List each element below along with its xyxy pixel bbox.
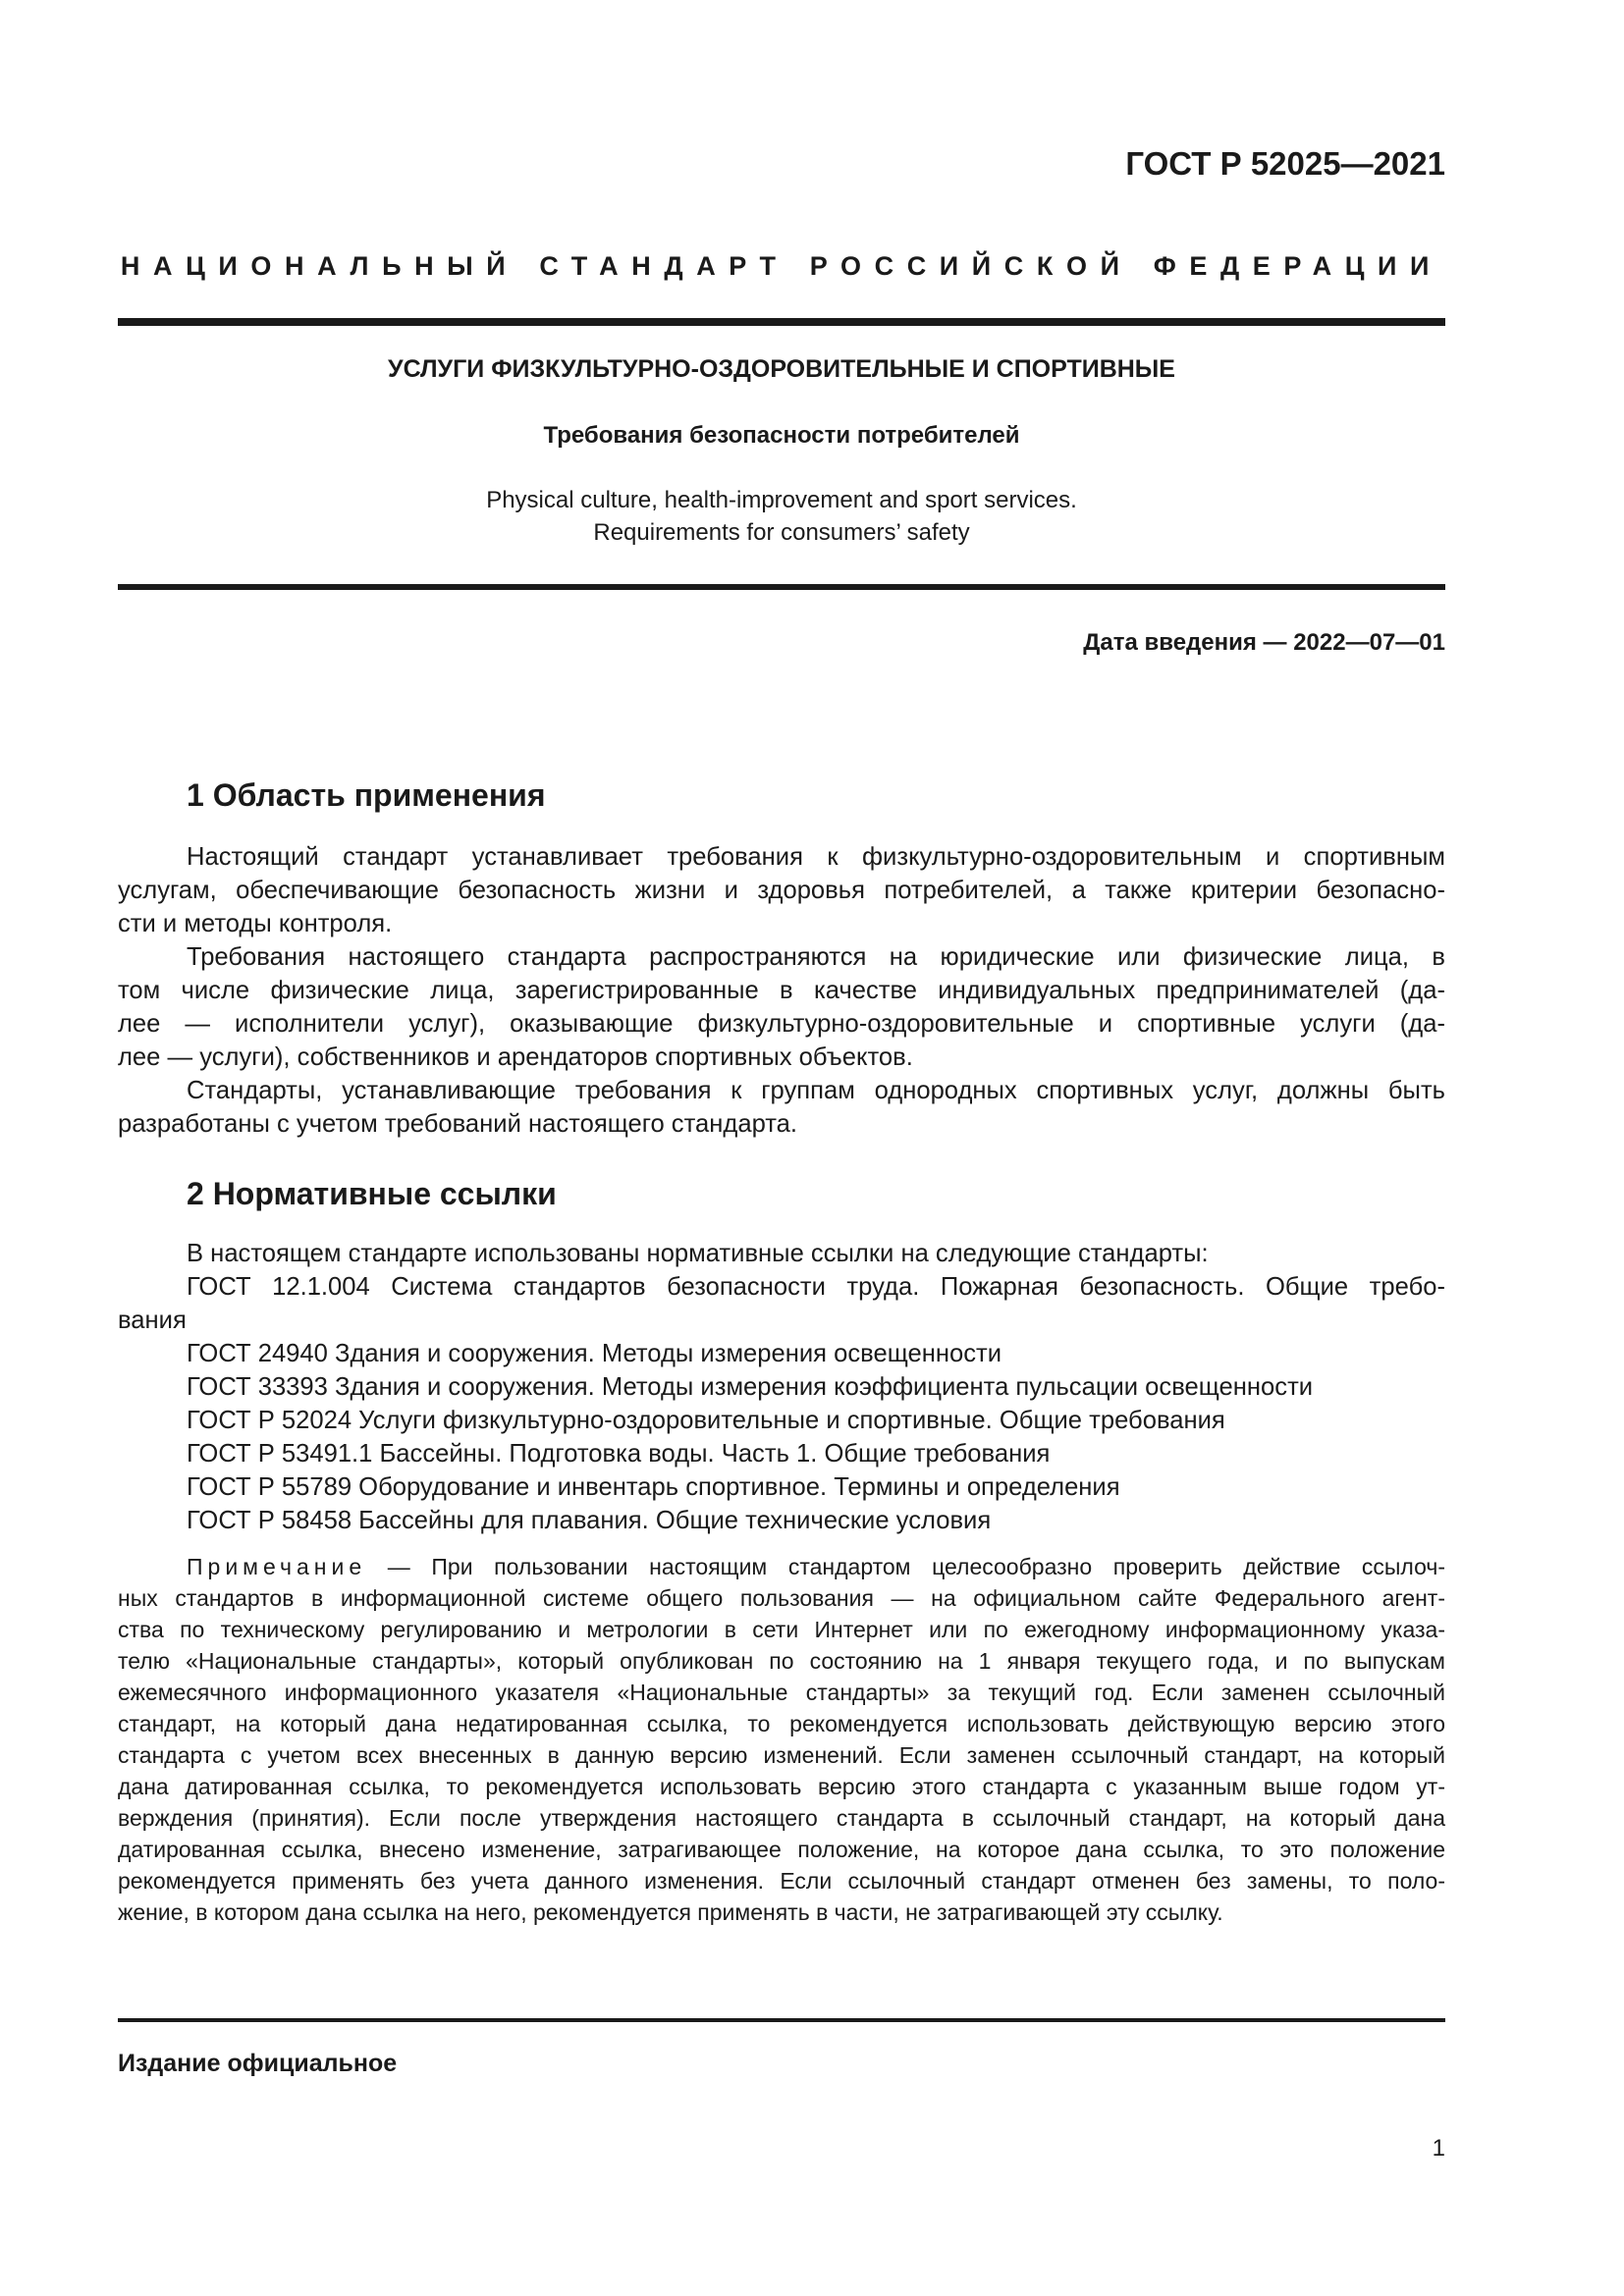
note-line: [118, 1551, 1445, 1582]
note-dash: —: [366, 1554, 432, 1579]
reference-line: ГОСТ 24940 Здания и сооружения. Методы измерения освещенности: [187, 1340, 1002, 1367]
document-title-ru: УСЛУГИ ФИЗКУЛЬТУРНО-ОЗДОРОВИТЕЛЬНЫЕ И СПОРТИВНЫЕ: [388, 355, 1175, 383]
document-number: ГОСТ Р 52025—2021: [1125, 145, 1445, 182]
page-number: 1: [1432, 2135, 1445, 2162]
text-line: сти и методы контроля.: [118, 910, 393, 937]
text-line: том числе физические лица, зарегистрированные в качестве индивидуальных предпринимателей (да-: [118, 977, 1445, 1004]
section-2-body: [118, 1237, 1445, 1537]
document-title-en: [118, 484, 1445, 549]
note-line: жение, в котором дана ссылка на него, рекомендуется применять в части, не затрагивающей эту ссылку.: [118, 1899, 1223, 1925]
text-line: Стандарты, устанавливающие требования к группам однородных спортивных услуг, должны быть: [187, 1077, 1445, 1104]
reference-line: ГОСТ Р 52024 Услуги физкультурно-оздоровительные и спортивные. Общие требования: [187, 1407, 1225, 1434]
official-edition-label: Издание официальное: [118, 2050, 398, 2077]
section-2-heading: 2 Нормативные ссылки: [187, 1176, 557, 1211]
note-line: ежемесячного информационного указателя «Национальные стандарты» за текущий год. Если заменен ссылочный: [118, 1680, 1445, 1705]
title-en-line: Physical culture, health-improvement and sport services.: [486, 487, 1077, 513]
note-text: При пользовании настоящим стандартом целесообразно проверить действие ссылоч-: [431, 1554, 1446, 1579]
footer-rule: [118, 2018, 1445, 2022]
document-subtitle-ru: Требования безопасности потребителей: [543, 422, 1020, 449]
note-line: телю «Национальные стандарты», который опубликован по состоянию на 1 января текущего года, и по выпускам: [118, 1648, 1445, 1674]
note-line: дана датированная ссылка, то рекомендуется использовать версию этого стандарта с указанным выше годом ут-: [118, 1774, 1445, 1799]
reference-line: вания: [118, 1307, 187, 1334]
text-line: Настоящий стандарт устанавливает требования к физкультурно-оздоровительным и спортивным: [187, 843, 1445, 871]
text-line: разработаны с учетом требований настоящего стандарта.: [118, 1110, 798, 1138]
reference-line: ГОСТ Р 55789 Оборудование и инвентарь спортивное. Термины и определения: [187, 1473, 1120, 1501]
introduction-date: Дата введения — 2022—07—01: [1083, 629, 1445, 656]
note-block: [118, 1551, 1445, 1928]
section-1-heading: 1 Область применения: [187, 777, 546, 813]
note-label: Примечание: [187, 1554, 367, 1579]
text-line: В настоящем стандарте использованы нормативные ссылки на следующие стандарты:: [187, 1240, 1209, 1267]
reference-line: ГОСТ Р 53491.1 Бассейны. Подготовка воды. Часть 1. Общие требования: [187, 1440, 1051, 1468]
note-line: стандарт, на который дана недатированная ссылка, то рекомендуется использовать действующую версию этого: [118, 1711, 1445, 1736]
note-line: рекомендуется применять без учета данного изменения. Если ссылочный стандарт отменен без замены, то поло-: [118, 1868, 1445, 1894]
reference-line: ГОСТ 33393 Здания и сооружения. Методы измерения коэффициента пульсации освещенности: [187, 1373, 1314, 1401]
note-line: ства по техническому регулированию и метрологии в сети Интернет или по ежегодному информационному указа-: [118, 1617, 1445, 1642]
note-line: стандарта с учетом всех внесенных в данную версию изменений. Если заменен ссылочный стандарт, на который: [118, 1742, 1445, 1768]
note-line: ных стандартов в информационной системе общего пользования — на официальном сайте Федерального агент-: [118, 1585, 1445, 1611]
section-1-body: [118, 840, 1445, 1141]
national-standard-heading: НАЦИОНАЛЬНЫЙ СТАНДАРТ РОССИЙСКОЙ ФЕДЕРАЦИИ: [120, 251, 1443, 281]
reference-line: ГОСТ 12.1.004 Система стандартов безопасности труда. Пожарная безопасность. Общие требо-: [187, 1273, 1445, 1301]
note-line: датированная ссылка, внесено изменение, затрагивающее положение, на которое дана ссылка, то это положение: [118, 1837, 1445, 1862]
text-line: лее — услуги), собственников и арендаторов спортивных объектов.: [118, 1043, 913, 1071]
text-line: Требования настоящего стандарта распространяются на юридические или физические лица, в: [187, 943, 1445, 971]
text-line: лее — исполнители услуг), оказывающие физкультурно-оздоровительные и спортивные услуги (да-: [118, 1010, 1445, 1038]
title-en-line: Requirements for consumers’ safety: [593, 519, 970, 546]
top-rule: [118, 318, 1445, 326]
text-line: услугам, обеспечивающие безопасность жизни и здоровья потребителей, а также критерии безопасно-: [118, 877, 1445, 904]
note-line: верждения (принятия). Если после утверждения настоящего стандарта в ссылочный стандарт, на который дана: [118, 1805, 1445, 1831]
title-rule: [118, 584, 1445, 590]
reference-line: ГОСТ Р 58458 Бассейны для плавания. Общие технические условия: [187, 1507, 992, 1534]
